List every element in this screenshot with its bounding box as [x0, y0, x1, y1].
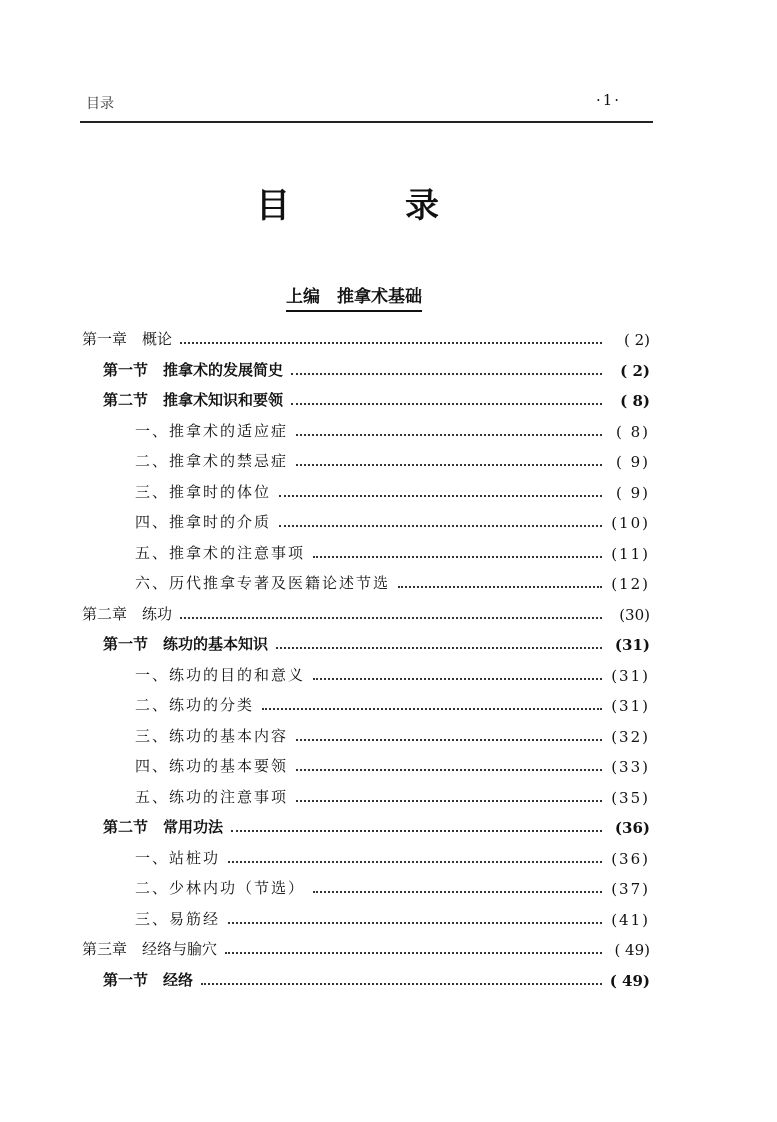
toc-page-number: ( 8)	[620, 392, 650, 410]
toc-item[interactable]	[135, 447, 650, 471]
dot-leader	[201, 983, 602, 985]
toc-page-number: ( 2)	[623, 331, 650, 349]
dot-leader	[313, 678, 602, 680]
toc-label: 一、站桩功	[135, 848, 221, 867]
toc-label: 二、练功的分类	[135, 696, 255, 714]
toc-item[interactable]	[135, 874, 650, 898]
toc-section[interactable]	[103, 386, 650, 410]
toc-page-number: (31)	[611, 697, 650, 715]
dot-leader	[296, 434, 602, 436]
toc-chapter[interactable]	[82, 935, 650, 959]
toc-chapter[interactable]	[82, 325, 650, 349]
dot-leader	[228, 922, 602, 924]
toc-page-number: (30)	[619, 605, 650, 624]
dot-leader	[313, 891, 602, 893]
toc-label: 一、推拿术的适应症	[135, 421, 289, 440]
toc-label: 第一节 推拿术的发展简史	[103, 360, 284, 379]
toc-section[interactable]	[103, 966, 650, 990]
toc-item[interactable]	[135, 844, 650, 868]
toc-label: 第二章 练功	[82, 604, 173, 623]
toc-page-number: (12)	[611, 575, 650, 593]
dot-leader	[313, 556, 602, 558]
page-title-char-2: 录	[405, 186, 439, 226]
page-title-char-1: 目	[256, 186, 290, 226]
toc-label: 二、推拿术的禁忌症	[135, 452, 289, 470]
page-number: ·1·	[596, 91, 622, 109]
dot-leader	[262, 708, 602, 710]
toc-label: 第三章 经络与腧穴	[82, 940, 218, 958]
toc-label: 四、练功的基本要领	[135, 757, 289, 775]
toc-page-number: (31)	[614, 636, 650, 654]
dot-leader	[296, 464, 602, 466]
toc-page-number: ( 8)	[615, 422, 650, 441]
toc-section[interactable]	[103, 356, 650, 380]
running-title: 目录	[86, 96, 114, 112]
dot-leader	[279, 525, 602, 527]
toc-label: 五、练功的注意事项	[135, 787, 289, 806]
toc-label: 三、易筋经	[135, 909, 221, 928]
toc-item[interactable]	[135, 691, 650, 715]
dot-leader	[291, 403, 602, 405]
toc-page-number: (32)	[611, 727, 650, 746]
toc-label: 五、推拿术的注意事项	[135, 543, 306, 562]
dot-leader	[276, 647, 602, 649]
toc-label: 第一节 经络	[103, 970, 194, 989]
dot-leader	[398, 586, 602, 588]
toc-section[interactable]	[103, 630, 650, 654]
toc-page-number: (10)	[611, 514, 650, 532]
toc-label: 第一章 概论	[82, 330, 173, 348]
header-rule	[80, 121, 653, 123]
toc-label: 第二节 推拿术知识和要领	[103, 391, 284, 409]
toc-item[interactable]	[135, 905, 650, 929]
toc-label: 三、推拿时的体位	[135, 482, 272, 501]
dot-leader	[231, 830, 602, 832]
dot-leader	[225, 952, 602, 954]
dot-leader	[296, 769, 602, 771]
toc-page-number: (33)	[611, 758, 650, 776]
toc-item[interactable]	[135, 722, 650, 746]
toc-label: 六、历代推拿专著及医籍论述节选	[135, 574, 391, 592]
toc-page-number: (37)	[611, 880, 650, 898]
toc-item[interactable]	[135, 478, 650, 502]
toc-page-number: (41)	[611, 910, 650, 929]
dot-leader	[180, 617, 602, 619]
toc-label: 三、练功的基本内容	[135, 726, 289, 745]
toc-page-number: (31)	[611, 666, 650, 685]
dot-leader	[228, 861, 602, 863]
toc-page-number: (35)	[611, 788, 650, 807]
toc-page-number: ( 9)	[615, 483, 650, 502]
dot-leader	[291, 373, 602, 375]
dot-leader	[279, 495, 602, 497]
toc-page-number: ( 9)	[615, 453, 650, 471]
toc-section[interactable]	[103, 813, 650, 837]
dot-leader	[296, 800, 602, 802]
toc-item[interactable]	[135, 508, 650, 532]
toc-item[interactable]	[135, 417, 650, 441]
toc-page-number: (36)	[611, 849, 650, 868]
toc-label: 第一节 练功的基本知识	[103, 635, 269, 653]
toc-label: 第二节 常用功法	[103, 818, 224, 836]
toc-item[interactable]	[135, 752, 650, 776]
toc-chapter[interactable]	[82, 600, 650, 624]
toc-page-number: (36)	[614, 819, 650, 837]
toc-label: 二、少林内功（节选）	[135, 879, 306, 897]
toc-page-number: ( 49)	[614, 941, 650, 959]
toc-label: 一、练功的目的和意义	[135, 665, 306, 684]
toc-page-number: ( 2)	[620, 361, 650, 380]
toc-page-number: (11)	[611, 544, 650, 563]
toc-page-number: ( 49)	[609, 971, 650, 990]
toc-item[interactable]	[135, 539, 650, 563]
part-heading: 上编 推拿术基础	[286, 282, 422, 312]
toc-item[interactable]	[135, 783, 650, 807]
dot-leader	[296, 739, 602, 741]
dot-leader	[180, 342, 602, 344]
toc-label: 四、推拿时的介质	[135, 513, 272, 531]
toc-item[interactable]	[135, 661, 650, 685]
toc-item[interactable]	[135, 569, 650, 593]
